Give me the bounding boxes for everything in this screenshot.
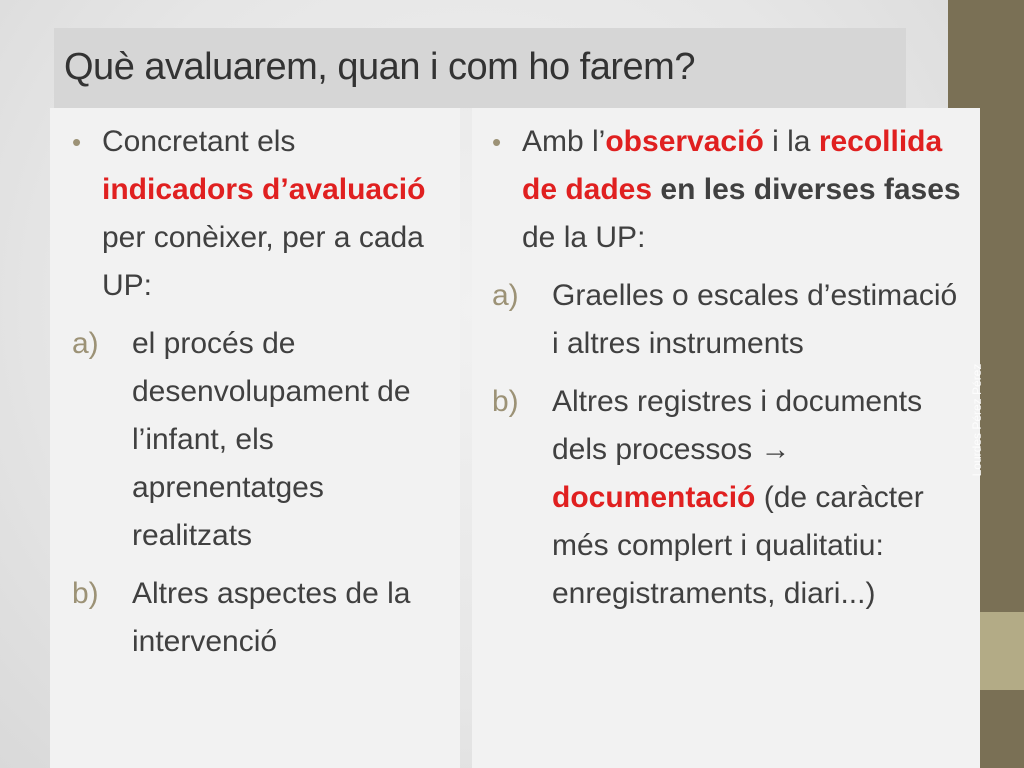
author-credit: Lourdes Pérez Pérez bbox=[970, 363, 984, 477]
left-item-a bbox=[72, 320, 452, 560]
right-item-a bbox=[492, 272, 962, 368]
right-bullet-bold: en les diverses fases bbox=[652, 173, 961, 206]
right-item-b-label: b) bbox=[492, 385, 519, 418]
right-bullet-text-end: de la UP: bbox=[522, 221, 646, 254]
right-bullet-highlight-recollida: recollida de dades bbox=[522, 125, 943, 206]
right-item-b-highlight: documentació bbox=[552, 481, 756, 514]
bullet-icon: • bbox=[492, 127, 502, 157]
left-item-a-label: a) bbox=[72, 327, 99, 360]
left-item-b-label: b) bbox=[72, 577, 99, 610]
left-bullet-text-end: per conèixer, per a cada UP: bbox=[102, 221, 424, 302]
right-content bbox=[492, 118, 962, 618]
right-item-b bbox=[492, 378, 962, 618]
right-bullet-text: Amb l’ bbox=[522, 125, 606, 158]
right-item-a-label: a) bbox=[492, 279, 519, 312]
left-content bbox=[72, 118, 452, 666]
right-item-b-text: Altres registres i documents dels processos bbox=[552, 385, 923, 466]
right-item-a-text: Graelles o escales d’estimació i altres instruments bbox=[552, 279, 958, 360]
left-item-b bbox=[72, 570, 452, 666]
right-item-b-text-end: (de caràcter més complert i qualitatiu: enregistraments, diari...) bbox=[552, 481, 924, 610]
right-bullet-highlight-observacio: observació bbox=[605, 125, 764, 158]
right-bullet-text-mid: i la bbox=[763, 125, 819, 158]
left-bullet-text: Concretant els bbox=[102, 125, 296, 158]
left-item-b-text: Altres aspectes de la intervenció bbox=[132, 577, 411, 658]
left-bullet bbox=[72, 118, 452, 310]
bullet-icon: • bbox=[72, 127, 82, 157]
right-bullet bbox=[492, 118, 962, 262]
left-item-a-text: el procés de desenvolupament de l’infant, els aprenentatges realitzats bbox=[132, 327, 411, 552]
left-bullet-highlight: indicadors d’avaluació bbox=[102, 173, 426, 206]
slide-title: Què avaluarem, quan i com ho farem? bbox=[64, 46, 695, 88]
arrow-right-icon: → bbox=[760, 433, 791, 466]
